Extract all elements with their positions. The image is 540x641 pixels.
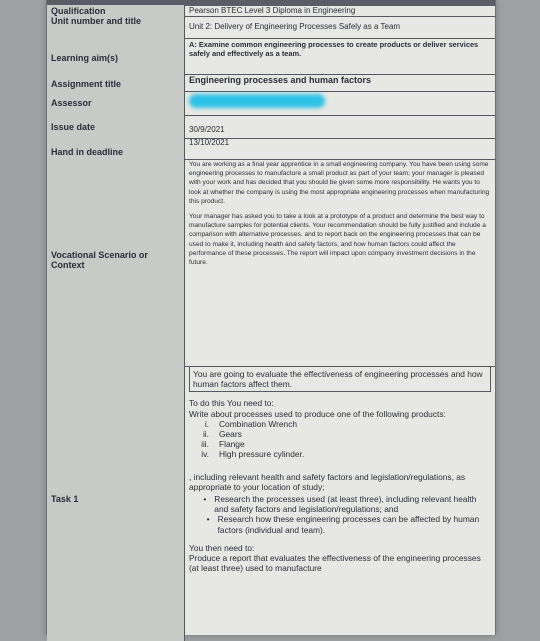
bullet-icon: • — [203, 494, 207, 505]
label-issue-date: Issue date — [47, 115, 185, 138]
bullet-text: Research how these engineering processes can be affected by human factors (individual and team). — [217, 514, 480, 535]
row-learning-aim — [47, 38, 495, 75]
redaction-mark — [189, 94, 325, 108]
label-task-1: Task 1 — [47, 366, 185, 641]
label-scenario: Vocational Scenario or Context — [47, 159, 185, 366]
scenario-paragraph-2: Your manager has asked you to take a look at a prototype of a product and determine the best way to manufacture samples for potential clients. Your recommendation should be fully justified and include a comparison with alternative processes. and to report back on the engineering processes that can be used to make it, including health and safety factors, and how human factors could affect the performance of these processes. The report will impact upon company investment decisions in the future. — [189, 213, 486, 267]
label-learning-aim: Learning aim(s) — [47, 38, 185, 74]
label-qualification: Qualification — [47, 5, 185, 16]
value-qualification: Pearson BTEC Level 3 Diploma in Engineering — [189, 6, 356, 15]
value-learning-aim: A: Examine common engineering processes to create products or deliver services safely and effectively as a team. — [189, 40, 479, 58]
label-hand-in: Hand in deadline — [47, 138, 185, 159]
bullet-item — [189, 514, 491, 534]
product-name: Gears — [219, 429, 242, 440]
product-number: iv. — [201, 449, 209, 460]
task-report: Produce a report that evaluates the effectiveness of the engineering processes (at least three) used to manufacture — [189, 553, 481, 574]
row-issue-date — [47, 115, 495, 139]
value-assessor — [185, 91, 495, 115]
value-hand-in: 13/10/2021 — [189, 138, 230, 147]
research-bullets — [189, 494, 491, 535]
row-unit — [47, 16, 495, 39]
product-name: High pressure cylinder. — [219, 449, 305, 460]
task-including: , including relevant health and safety factors and legislation/regulations, as appropriate to your location of study; — [189, 471, 466, 492]
product-name: Flange — [219, 439, 245, 450]
value-assignment-title: Engineering processes and human factors — [189, 75, 372, 85]
product-number: i. — [204, 418, 209, 429]
product-item — [189, 439, 491, 449]
assignment-brief-sheet — [46, 0, 496, 635]
products-list — [189, 419, 491, 460]
product-item — [189, 429, 491, 439]
row-assessor — [47, 91, 495, 116]
task-write: Write about processes used to produce one of the following products: — [189, 408, 446, 419]
product-item — [189, 419, 491, 429]
row-assignment-title — [47, 74, 495, 92]
row-hand-in — [47, 138, 495, 160]
task-intro-box: You are going to evaluate the effectiveness of engineering processes and how human factors affect them. — [189, 366, 491, 392]
scenario-paragraph-1: You are working as a final year apprentice in a small engineering company. You have been using some engineering processes to manufacture a small product as part of your team; your manager is pleased with your work and has decided that you should be given some more responsibility. He wants you to look at whether the company is using the most appropriate engineering processes when manufacturing this product. — [189, 161, 490, 205]
bullet-icon: • — [206, 514, 210, 525]
value-issue-date: 30/9/2021 — [189, 125, 225, 134]
task-then: You then need to: — [189, 542, 255, 553]
label-unit: Unit number and title — [47, 16, 185, 38]
value-unit: Unit 2: Delivery of Engineering Processes Safely as a Team — [189, 22, 401, 31]
product-number: iii. — [201, 439, 209, 450]
label-assignment-title: Assignment title — [47, 74, 185, 91]
product-item — [189, 449, 491, 459]
row-task-1 — [47, 366, 495, 641]
task-todo: To do this You need to: — [189, 398, 274, 409]
row-scenario — [47, 159, 495, 367]
value-task-1 — [185, 366, 495, 641]
bullet-item — [189, 494, 491, 514]
label-assessor: Assessor — [47, 91, 185, 115]
bullet-text: Research the processes used (at least three), including relevant health and safety factors and legislation/regulations; and — [214, 494, 477, 515]
value-scenario — [185, 159, 495, 366]
product-number: ii. — [202, 429, 209, 440]
product-name: Combination Wrench — [219, 418, 298, 429]
